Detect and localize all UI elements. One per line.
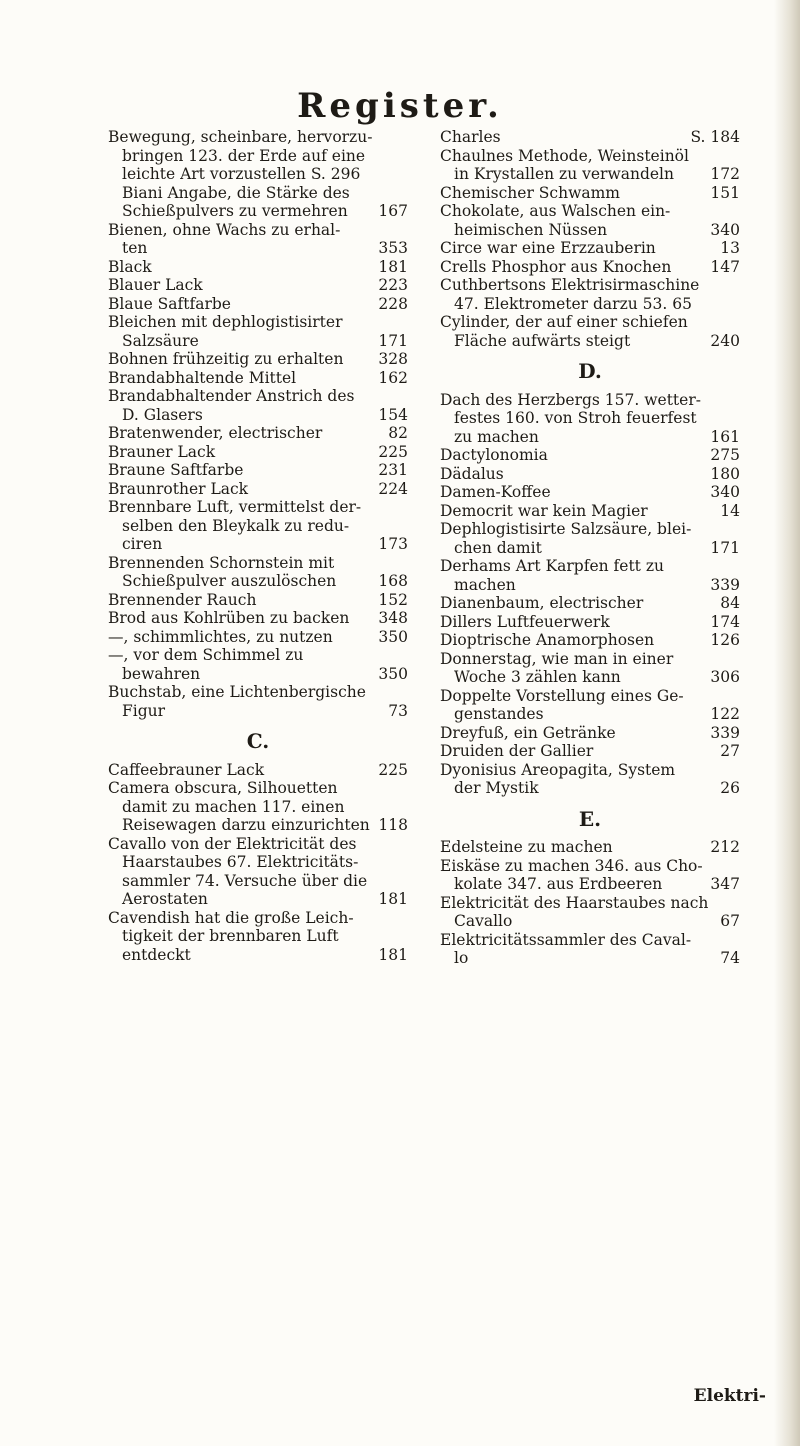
index-entry [440,313,740,350]
entry-text: heimischen Nüssen [454,220,608,239]
entry-text: Eiskäse zu machen 346. aus Cho- [440,856,703,875]
entry-page-number: 328 [378,350,408,368]
entry-page-number: 224 [378,479,408,498]
entry-page-number: 353 [378,239,408,257]
entry-page-number: 212 [710,838,740,856]
entry-text: Braunrother Lack [108,479,249,498]
index-entry [440,202,740,239]
entry-text: Dioptrische Anamorphosen [440,631,655,649]
index-entry [440,594,740,613]
index-entry [108,779,408,835]
entry-page-number: 173 [378,535,408,553]
index-entry [440,894,740,931]
index-entry [108,498,408,554]
left-entries [108,128,408,720]
index-entry [108,646,408,683]
entry-text: Edelsteine zu machen [440,838,613,856]
entry-page-number: 118 [378,816,408,834]
section-letter-c: C. [246,729,270,753]
index-entry [440,258,740,277]
entry-text: D. Glasers [122,405,203,424]
entry-text: Damen-Koffee [440,483,551,501]
entry-page-number: 82 [388,424,408,442]
entry-text: Dephlogistisirte Salzsäure, blei- [440,520,692,538]
entry-text: Camera obscura, Silhouetten [108,779,338,797]
index-entry [108,609,408,628]
right-entries-e [440,838,740,968]
index-entry [108,554,408,591]
index-entry [108,276,408,295]
index-entry [440,483,740,502]
index-entry [108,221,408,258]
entry-page-number: 161 [710,427,740,446]
entry-page-number: 174 [710,612,740,631]
entry-page-number: 275 [710,446,740,464]
entry-text: Salzsäure [122,331,199,350]
entry-page-number: 225 [378,760,408,779]
entry-text: Democrit war kein Magier [440,501,648,520]
entry-page-number: 181 [378,890,408,908]
entry-text: kolate 347. aus Erdbeeren [454,875,663,893]
index-entry [440,557,740,594]
entry-text: Bewegung, scheinbare, hervorzu- [108,128,373,146]
entry-text: Cylinder, der auf einer schiefen [440,313,688,331]
entry-page-number: 152 [378,590,408,609]
entry-text: festes 160. von Stroh feuerfest [454,409,697,427]
entry-text: lo [454,949,469,967]
entry-text: bewahren [122,664,201,683]
index-entry [440,742,740,761]
entry-text: —, vor dem Schimmel zu [108,646,304,664]
entry-text: Derhams Art Karpfen fett zu [440,557,664,575]
entry-page-number: 67 [720,912,740,930]
index-entry [108,369,408,388]
entry-text: genstandes [454,705,544,723]
index-entry [440,650,740,687]
entry-text: der Mystik [454,779,539,797]
entry-text: Chokolate, aus Walschen ein- [440,202,671,220]
section-letter-e: E. [578,806,602,831]
entry-page-number: 228 [378,294,408,313]
index-entry [440,931,740,968]
entry-text: Cavallo von der Elektricität des [108,834,357,853]
entry-text: Chaulnes Methode, Weinsteinöl [440,146,689,165]
entry-text: Elektricität des Haarstaubes nach [440,893,709,912]
index-entry [440,446,740,465]
index-entry [108,628,408,647]
entry-text: Druiden der Gallier [440,742,594,760]
entry-page-number: S. 184 [690,128,740,146]
index-entry [108,387,408,424]
entry-text: entdeckt [122,945,191,964]
entry-page-number: 339 [710,575,740,594]
entry-text: Biani Angabe, die Stärke des [122,183,350,202]
entry-page-number: 350 [378,664,408,683]
entry-page-number: 122 [710,705,740,723]
entry-text: Bleichen mit dephlogistisirter [108,313,343,331]
entry-page-number: 339 [710,723,740,742]
entry-text: Braune Saftfarbe [108,461,244,479]
index-entry [108,443,408,462]
entry-text: Brandabhaltende Mittel [108,368,297,387]
catchword: Elektri- [693,1386,766,1406]
index-entry [108,295,408,314]
entry-page-number: 74 [720,949,740,967]
entry-text: Charles [440,128,501,146]
entry-text: Dianenbaum, electrischer [440,594,644,612]
left-column [108,128,408,964]
entry-text: Blaue Saftfarbe [108,294,231,313]
entry-text: ciren [122,535,163,553]
entry-page-number: 171 [378,331,408,350]
entry-page-number: 26 [720,779,740,797]
entry-text: in Krystallen zu verwandeln [454,165,674,183]
entry-text: Dach des Herzbergs 157. wetter- [440,390,701,409]
index-entry [440,502,740,521]
index-entry [440,687,740,724]
entry-text: Schießpulver auszulöschen [122,572,337,590]
index-entry [108,128,408,221]
left-entries-c [108,761,408,965]
entry-page-number: 347 [710,875,740,893]
entry-text: bringen 123. der Erde auf eine [122,146,366,165]
index-entry [440,838,740,857]
entry-page-number: 168 [378,572,408,590]
entry-text: Crells Phosphor aus Knochen [440,257,672,276]
entry-text: Buchstab, eine Lichtenbergische [108,683,366,701]
entry-text: Cavendish hat die große Leich- [108,908,354,927]
entry-page-number: 350 [378,627,408,646]
entry-text: sammler 74. Versuche über die [122,871,368,890]
entry-text: Blauer Lack [108,276,203,294]
index-entry [440,857,740,894]
entry-page-number: 340 [710,483,740,501]
index-entry [108,761,408,780]
entry-text: chen damit [454,538,542,557]
entry-text: Fläche aufwärts steigt [454,331,631,350]
entry-page-number: 73 [388,701,408,720]
entry-text: Schießpulvers zu vermehren [122,202,348,220]
entry-text: Bienen, ohne Wachs zu erhal- [108,220,341,239]
index-entry [108,313,408,350]
entry-page-number: 240 [710,331,740,350]
entry-page-number: 171 [710,538,740,557]
page-edge-shadow [774,0,800,1446]
entry-page-number: 151 [710,183,740,202]
entry-text: damit zu machen 117. einen [122,797,345,816]
index-entry [108,350,408,369]
index-entry [440,276,740,313]
index-entry [108,480,408,499]
entry-text: Brennenden Schornstein mit [108,553,335,572]
index-entry [108,909,408,965]
entry-page-number: 27 [720,742,740,760]
right-entries-d [440,391,740,798]
entry-text: zu machen [454,427,539,446]
entry-text: Brennender Rauch [108,590,257,609]
entry-text: Cavallo [454,912,513,930]
index-entry [440,520,740,557]
entry-text: Dactylonomia [440,446,548,464]
entry-page-number: 306 [710,668,740,686]
entry-page-number: 223 [378,276,408,294]
entry-text: Bohnen frühzeitig zu erhalten [108,350,344,368]
entry-text: Donnerstag, wie man in einer [440,649,674,668]
entry-text: 47. Elektrometer darzu 53. 65 [454,294,692,313]
entry-page-number: 348 [378,609,408,627]
index-entry [440,147,740,184]
page-title: Register. [297,86,503,126]
entry-page-number: 340 [710,220,740,239]
entry-text: Black [108,257,152,276]
entry-page-number: 147 [710,257,740,276]
entry-text: Reisewagen darzu einzurichten [122,816,370,834]
index-entry [440,613,740,632]
index-entry [108,591,408,610]
entry-text: Doppelte Vorstellung eines Ge- [440,686,684,705]
entry-text: Figur [122,701,166,720]
entry-page-number: 231 [378,461,408,479]
entry-page-number: 84 [720,594,740,612]
entry-text: ten [122,239,148,257]
right-entries [440,128,740,350]
entry-text: Brennbare Luft, vermittelst der- [108,498,362,516]
entry-text: Dillers Luftfeuerwerk [440,612,610,631]
entry-page-number: 181 [378,257,408,276]
entry-page-number: 14 [720,501,740,520]
entry-text: Chemischer Schwamm [440,183,620,202]
index-entry [440,724,740,743]
entry-text: tigkeit der brennbaren Luft [122,927,339,945]
index-entry [440,128,740,147]
entry-text: Brod aus Kohlrüben zu backen [108,609,350,627]
entry-text: —, schimmlichtes, zu nutzen [108,627,333,646]
index-entry [440,761,740,798]
entry-text: Woche 3 zählen kann [454,668,621,686]
entry-text: Brauner Lack [108,442,216,461]
entry-text: Elektricitätssammler des Caval- [440,930,692,949]
entry-page-number: 126 [710,631,740,649]
entry-page-number: 162 [378,368,408,387]
right-column [440,128,740,968]
entry-text: Brandabhaltender Anstrich des [108,387,355,405]
entry-text: leichte Art vorzustellen S. 296 [122,165,361,183]
entry-text: Dädalus [440,464,504,483]
entry-text: machen [454,575,516,594]
entry-page-number: 154 [378,405,408,424]
entry-page-number: 181 [378,945,408,964]
entry-text: Dyonisius Areopagita, System [440,760,676,779]
entry-page-number: 167 [378,202,408,220]
index-entry [440,391,740,447]
entry-text: Cuthbertsons Elektrisirmaschine [440,276,700,294]
entry-text: Haarstaubes 67. Elektricitäts- [122,853,359,871]
index-entry [440,184,740,203]
index-entry [440,239,740,258]
entry-page-number: 172 [710,165,740,183]
entry-text: Dreyfuß, ein Getränke [440,723,616,742]
index-entry [108,683,408,720]
section-letter-d: D. [578,359,602,383]
index-entry [440,465,740,484]
entry-text: Bratenwender, electrischer [108,424,323,442]
entry-page-number: 180 [710,464,740,483]
entry-text: Caffeebrauner Lack [108,760,265,779]
index-entry [440,631,740,650]
entry-text: Aerostaten [122,890,208,908]
entry-page-number: 13 [720,239,740,257]
index-entry [108,258,408,277]
entry-page-number: 225 [378,442,408,461]
index-entry [108,424,408,443]
index-entry [108,835,408,909]
entry-text: selben den Bleykalk zu redu- [122,516,350,535]
index-entry [108,461,408,480]
entry-text: Circe war eine Erzzauberin [440,239,656,257]
